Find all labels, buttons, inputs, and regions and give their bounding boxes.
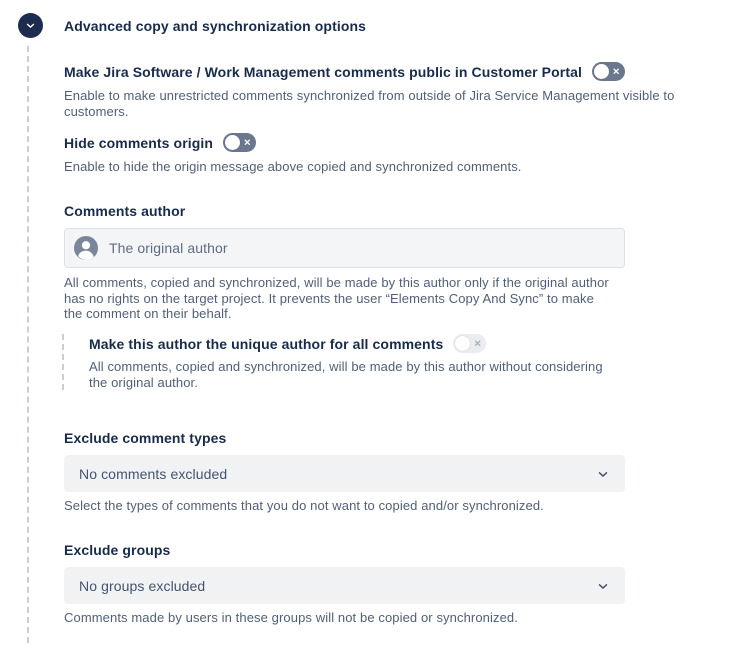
setting-portal-comments-public: [64, 62, 625, 81]
setting-label: Make this author the unique author for all comments: [89, 335, 444, 352]
exclude-comment-types-value: No comments excluded: [79, 465, 228, 482]
setting-description: Comments made by users in these groups will not be copied or synchronized.: [64, 610, 518, 625]
setting-description: Select the types of comments that you do not want to copied and/or synchronized.: [64, 498, 544, 513]
toggle-cross-icon: ✕: [243, 137, 252, 147]
chevron-down-icon: [596, 579, 610, 593]
toggle-knob: [455, 336, 470, 351]
chevron-down-icon: [25, 20, 36, 31]
comments-author-label: Comments author: [64, 203, 186, 219]
setting-description: All comments, copied and synchronized, will be made by this author without considering the original author.: [89, 359, 603, 390]
exclude-groups-value: No groups excluded: [79, 577, 206, 594]
setting-label: Make Jira Software / Work Management comments public in Customer Portal: [64, 63, 582, 80]
unique-author-subsetting: [62, 334, 613, 390]
exclude-comment-types-select[interactable]: [64, 455, 625, 492]
section-content: [64, 0, 734, 666]
setting-description: Enable to make unrestricted comments synchronized from outside of Jira Service Management visible to customers.: [64, 88, 675, 119]
user-avatar-icon: [74, 236, 98, 260]
toggle-cross-icon: ✕: [612, 66, 620, 76]
exclude-comment-types-label: Exclude comment types: [64, 430, 227, 446]
comments-author-value: The original author: [109, 240, 228, 256]
collapse-section-button[interactable]: [18, 13, 43, 38]
exclude-groups-select[interactable]: [64, 567, 625, 604]
setting-description: Enable to hide the origin message above copied and synchronized comments.: [64, 159, 522, 174]
setting-label: Hide comments origin: [64, 134, 214, 151]
unique-author-toggle[interactable]: [453, 334, 486, 353]
exclude-groups-label: Exclude groups: [64, 542, 171, 558]
section-title: Advanced copy and synchronization options: [64, 18, 367, 34]
portal-comments-public-toggle[interactable]: [592, 62, 625, 81]
comments-author-description: All comments, copied and synchronized, will be made by this author only if the original author has no rights on the target project. It prevents the user “Elements Copy And Sync” to make the comment on their behalf.: [64, 275, 609, 321]
chevron-down-icon: [596, 467, 610, 481]
comments-author-field[interactable]: [64, 228, 625, 268]
toggle-knob: [594, 64, 609, 79]
toggle-cross-icon: ✕: [473, 338, 482, 348]
setting-hide-comments-origin: [64, 133, 256, 152]
section-guide-line: [27, 46, 29, 643]
toggle-knob: [225, 135, 240, 150]
hide-comments-origin-toggle[interactable]: [223, 133, 256, 152]
